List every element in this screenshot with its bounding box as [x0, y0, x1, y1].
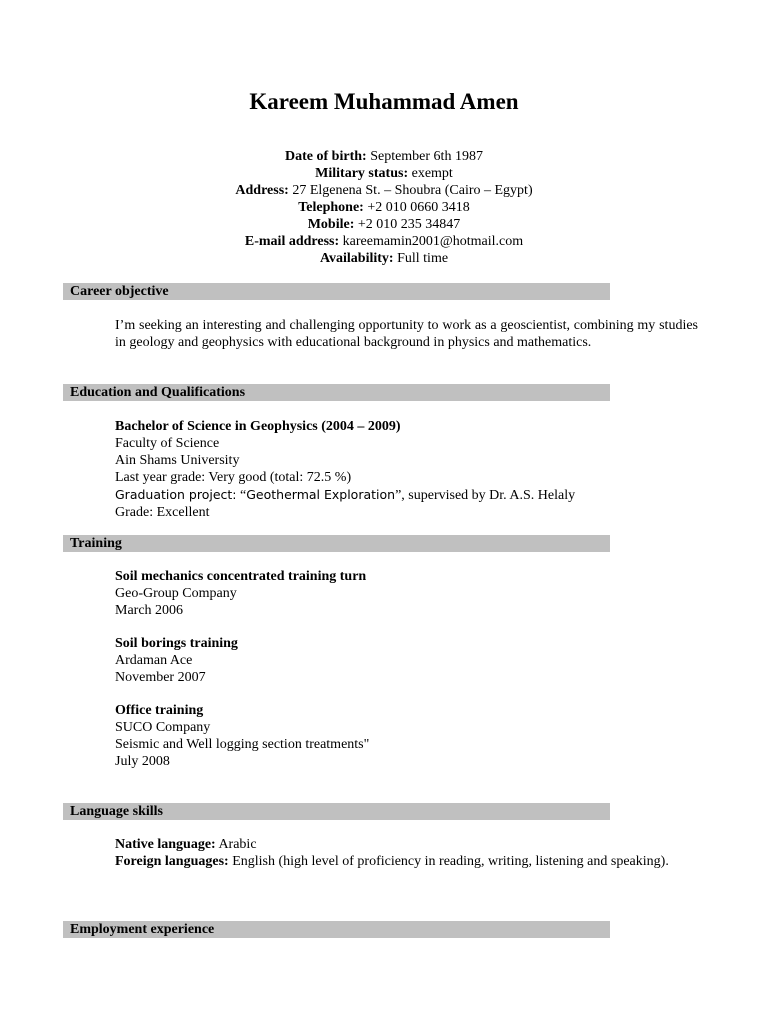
telephone-label: Telephone: — [298, 200, 364, 215]
email-line — [0, 233, 768, 250]
grade-line: Last year grade: Very good (total: 72.5 %) — [115, 470, 352, 485]
training-title: Office training — [115, 703, 204, 718]
career-objective-text: I’m seeking an interesting and challenging opportunity to work as a geoscientist, combining my studies in geology and geophysics with educational background in physics and mathematics. — [115, 318, 698, 350]
section-header-employment: Employment experience — [63, 921, 610, 938]
section-header-languages: Language skills — [63, 803, 610, 820]
section-header-training: Training — [63, 535, 610, 552]
training-item — [115, 568, 698, 619]
mobile-line — [0, 216, 768, 233]
training-detail: Seismic and Well logging section treatments" — [115, 737, 370, 752]
faculty: Faculty of Science — [115, 436, 220, 451]
project-grade: Grade: Excellent — [115, 505, 210, 520]
native-language-value: Arabic — [215, 837, 257, 852]
language-block — [115, 836, 698, 870]
project-open-quote: “ — [236, 488, 247, 503]
contact-info — [0, 148, 768, 267]
military-value: exempt — [411, 166, 453, 181]
foreign-languages-value: English (high level of proficiency in reading, writing, listening and speaking). — [228, 854, 669, 869]
email-label: E-mail address: — [244, 234, 340, 249]
project-title: Geothermal Exploration — [246, 487, 396, 502]
telephone-value: +2 010 0660 3418 — [367, 200, 470, 215]
training-title: Soil borings training — [115, 636, 238, 651]
training-title: Soil mechanics concentrated training turn — [115, 569, 367, 584]
training-org: Ardaman Ace — [115, 653, 193, 668]
address-value: 27 Elgenena St. – Shoubra (Cairo – Egypt) — [292, 183, 533, 198]
project-label: Graduation project: — [115, 487, 237, 502]
degree-title: Bachelor of Science in Geophysics (2004 – 2009) — [115, 419, 401, 434]
section-header-career: Career objective — [63, 283, 610, 300]
military-line — [0, 165, 768, 182]
training-org: SUCO Company — [115, 720, 211, 735]
availability-label: Availability: — [319, 251, 394, 266]
mobile-value: +2 010 235 34847 — [357, 217, 461, 232]
mobile-label: Mobile: — [307, 217, 355, 232]
training-org: Geo-Group Company — [115, 586, 237, 601]
address-line — [0, 182, 768, 199]
section-header-education: Education and Qualifications — [63, 384, 610, 401]
training-item — [115, 635, 698, 686]
training-date: March 2006 — [115, 603, 184, 618]
email-value: kareemamin2001@hotmail.com — [342, 234, 524, 249]
dob-label: Date of birth: — [285, 149, 367, 164]
native-language-label: Native language: — [115, 837, 216, 852]
training-item — [115, 702, 698, 770]
graduation-project-line — [115, 486, 698, 504]
training-date: July 2008 — [115, 754, 170, 769]
foreign-languages-label: Foreign languages: — [115, 854, 229, 869]
university: Ain Shams University — [115, 453, 240, 468]
dob-line — [0, 148, 768, 165]
foreign-languages-line — [115, 853, 698, 870]
military-label: Military status: — [315, 166, 409, 181]
dob-value: September 6th 1987 — [370, 149, 483, 164]
telephone-line — [0, 199, 768, 216]
project-rest: ”, supervised by Dr. A.S. Helaly — [395, 488, 576, 503]
address-label: Address: — [235, 183, 289, 198]
education-block — [115, 418, 698, 521]
availability-line — [0, 250, 768, 267]
native-language-line — [115, 836, 698, 853]
availability-value: Full time — [397, 251, 449, 266]
page-title: Kareem Muhammad Amen — [249, 89, 519, 114]
training-date: November 2007 — [115, 670, 206, 685]
